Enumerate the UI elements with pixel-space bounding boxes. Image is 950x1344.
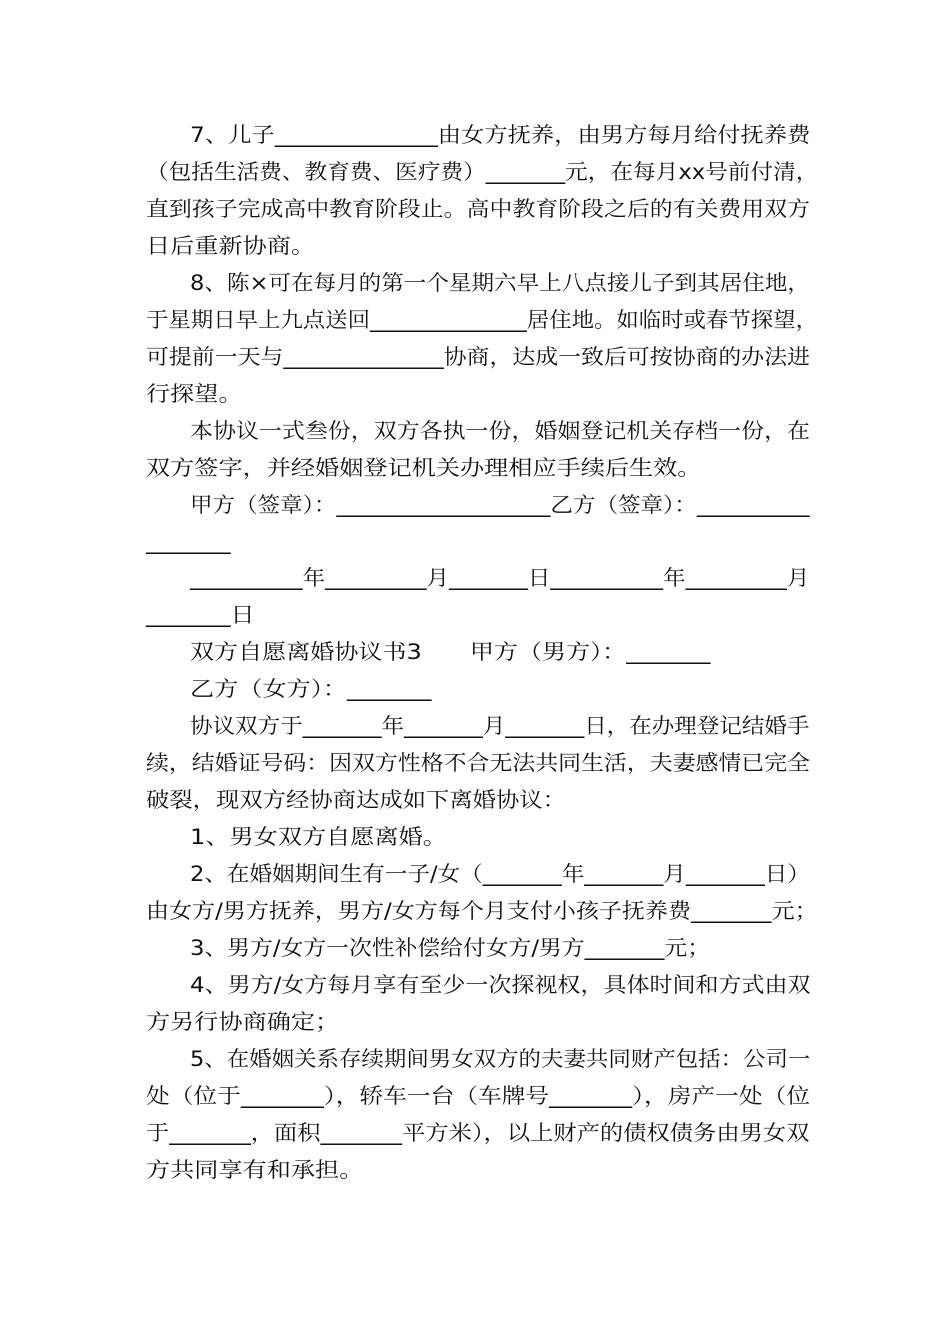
list-item: 4、男方/女方每月享有至少一次探视权，具体时间和方式由双 bbox=[190, 973, 811, 997]
list-item: 1、男女双方自愿离婚。 bbox=[190, 825, 447, 849]
list-item: 2、在婚姻期间生有一子/女（_______年_______月_______日） bbox=[190, 862, 810, 886]
text-line: 破裂，现双方经协商达成如下离婚协议： bbox=[146, 788, 566, 812]
date-line: __________年_________月_______日__________年_________月 bbox=[190, 566, 810, 590]
text-line: 直到孩子完成高中教育阶段止。高中教育阶段之后的有关费用双方 bbox=[146, 197, 810, 221]
text-line: 于_______，面积_______平方米），以上财产的债权债务由男女双 bbox=[146, 1121, 810, 1145]
text-line: 双方签字，并经婚姻登记机关办理相应手续后生效。 bbox=[146, 456, 702, 480]
text-line: 7、儿子______________由女方抚养，由男方每月给付抚养费 bbox=[190, 123, 811, 147]
signature-line: 甲方（签章）：___________________乙方（签章）：__________ bbox=[190, 493, 810, 517]
text-line: 方另行协商确定； bbox=[146, 1010, 340, 1034]
text-line: 行探望。 bbox=[146, 382, 243, 406]
signature-line: _______ bbox=[146, 530, 231, 554]
date-line: _______日 bbox=[146, 603, 255, 627]
text-line: 8、陈×可在每月的第一个星期六早上八点接儿子到其居住地， bbox=[190, 271, 810, 295]
heading-line: 双方自愿离婚协议书3 甲方（男方）：_______ bbox=[190, 640, 711, 664]
text-line: 协议双方于_______年_______月_______日，在办理登记结婚手 bbox=[190, 714, 810, 738]
text-line: 方共同享有和承担。 bbox=[146, 1158, 364, 1182]
list-item: 5、在婚姻关系存续期间男女双方的夫妻共同财产包括：公司一 bbox=[190, 1047, 811, 1071]
party-line: 乙方（女方）：_______ bbox=[190, 677, 432, 701]
text-line: （包括生活费、教育费、医疗费）_______元，在每月xx号前付清， bbox=[146, 160, 819, 184]
text-line: 于星期日早上九点送回______________居住地。如临时或春节探望， bbox=[146, 308, 819, 332]
list-item: 3、男方/女方一次性补偿给付女方/男方_______元； bbox=[190, 936, 711, 960]
text-line: 续，结婚证号码：因双方性格不合无法共同生活，夫妻感情已完全 bbox=[146, 751, 810, 775]
text-line: 日后重新协商。 bbox=[146, 234, 316, 258]
text-line: 处（位于_______），轿车一台（车牌号_______），房产一处（位 bbox=[146, 1084, 810, 1108]
text-line: 由女方/男方抚养，男方/女方每个月支付小孩子抚养费_______元； bbox=[146, 899, 818, 923]
text-line: 本协议一式叁份，双方各执一份，婚姻登记机关存档一份，在 bbox=[190, 419, 810, 443]
text-line: 可提前一天与______________协商，达成一致后可按协商的办法进 bbox=[146, 345, 810, 369]
